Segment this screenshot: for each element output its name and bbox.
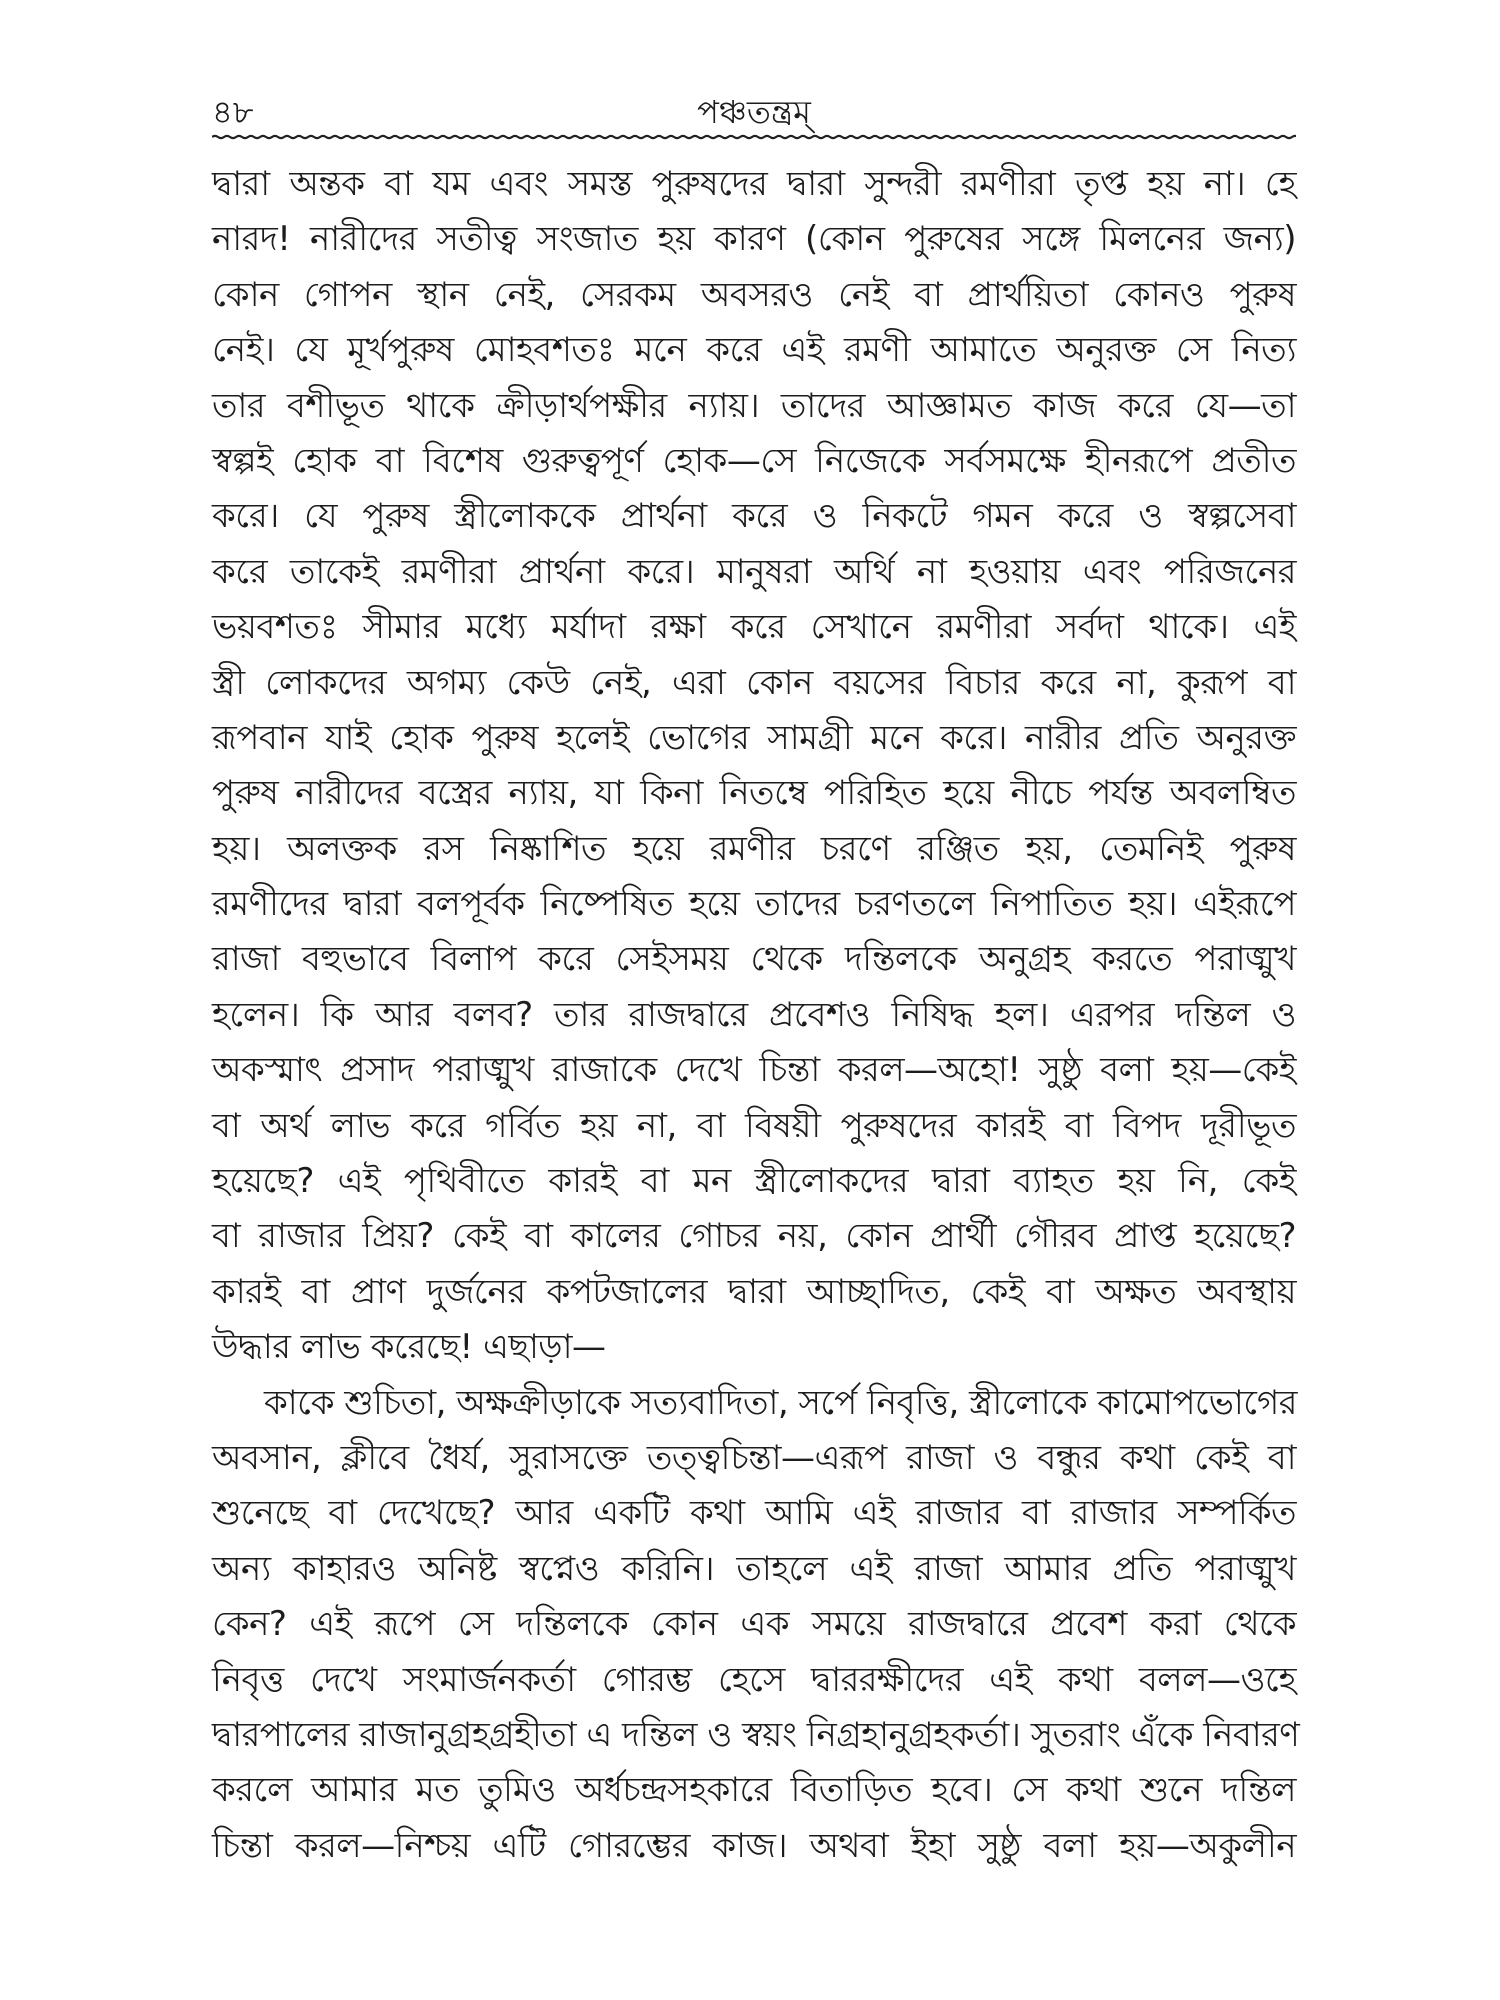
text-line: নিবৃত্ত দেখে সংমার্জনকর্তা গোরম্ভ হেসে দ্বাররক্ষীদের এই কথা বলল—ওহে <box>212 1659 1296 1700</box>
running-title: পঞ্চতন্ত্রম্ <box>697 93 811 131</box>
text-line: নারদ! নারীদের সতীত্ব সংজাত হয় কারণ (কোন পুরুষের সঙ্গে মিলনের জন্য) <box>212 219 1296 260</box>
text-line: কেন? এই রূপে সে দন্তিলকে কোন এক সময়ে রাজদ্বারে প্রবেশ করা থেকে <box>212 1604 1296 1645</box>
text-line: ভয়বশতঃ সীমার মধ্যে মর্যাদা রক্ষা করে সেখানে রমণীরা সর্বদা থাকে। এই <box>212 607 1296 648</box>
text-line: অন্য কাহারও অনিষ্ট স্বপ্নেও করিনি। তাহলে এই রাজা আমার প্রতি পরাঙ্মুখ <box>212 1548 1296 1589</box>
text-line: বা রাজার প্রিয়? কেই বা কালের গোচর নয়, কোন প্রার্থী গৌরব প্রাপ্ত হয়েছে? <box>212 1216 1296 1257</box>
text-line-indented: কাকে শুচিতা, অক্ষক্রীড়াকে সত্যবাদিতা, সর্পে নিবৃত্তি, স্ত্রীলোকে কামোপভোগের <box>264 1382 1297 1423</box>
text-line: শুনেছে বা দেখেছে? আর একটি কথা আমি এই রাজার বা রাজার সম্পর্কিত <box>212 1493 1296 1534</box>
text-line: করে তাকেই রমণীরা প্রার্থনা করে। মানুষরা অর্থি না হওয়ায় এবং পরিজনের <box>212 551 1296 592</box>
text-line: রূপবান যাই হোক পুরুষ হলেই ভোগের সামগ্রী মনে করে। নারীর প্রতি অনুরক্ত <box>212 717 1296 758</box>
page-number: ৪৮ <box>212 93 254 131</box>
text-line: করে। যে পুরুষ স্ত্রীলোককে প্রার্থনা করে ও নিকটে গমন করে ও স্বল্পসেবা <box>212 496 1296 537</box>
text-line: রমণীদের দ্বারা বলপূর্বক নিষ্পেষিত হয়ে তাদের চরণতলে নিপাতিত হয়। এইরূপে <box>212 884 1296 925</box>
text-line: নেই। যে মূর্খপুরুষ মোহবশতঃ মনে করে এই রমণী আমাতে অনুরক্ত সে নিত্য <box>212 330 1296 371</box>
header-wavy-rule <box>212 132 1296 142</box>
text-line: কোন গোপন স্থান নেই, সেরকম অবসরও নেই বা প্রার্থয়িতা কোনও পুরুষ <box>212 274 1296 315</box>
text-line: হয়েছে? এই পৃথিবীতে কারই বা মন স্ত্রীলোকদের দ্বারা ব্যাহত হয় নি, কেই <box>212 1161 1296 1202</box>
text-line: উদ্ধার লাভ করেছে! এছাড়া— <box>212 1327 606 1368</box>
text-line: বা অর্থ লাভ করে গর্বিত হয় না, বা বিষয়ী পুরুষদের কারই বা বিপদ দূরীভূত <box>212 1105 1296 1146</box>
text-line: রাজা বহুভাবে বিলাপ করে সেইসময় থেকে দন্তিলকে অনুগ্রহ করতে পরাঙ্মুখ <box>212 939 1296 980</box>
text-line: পুরুষ নারীদের বস্ত্রের ন্যায়, যা কিনা নিতম্বে পরিহিত হয়ে নীচে পর্যন্ত অবলম্বিত <box>212 773 1296 814</box>
text-line: হয়। অলক্তক রস নিষ্কাশিত হয়ে রমণীর চরণে রঞ্জিত হয়, তেমনিই পুরুষ <box>212 828 1296 869</box>
text-line: অকস্মাৎ প্রসাদ পরাঙ্মুখ রাজাকে দেখে চিন্তা করল—অহো! সুষ্ঠু বলা হয়—কেই <box>212 1050 1296 1091</box>
text-line: দ্বারা অন্তক বা যম এবং সমস্ত পুরুষদের দ্বারা সুন্দরী রমণীরা তৃপ্ত হয় না। হে <box>212 164 1296 204</box>
text-line: দ্বারপালের রাজানুগ্রহগ্রহীতা এ দন্তিল ও স্বয়ং নিগ্রহানুগ্রহকর্তা। সুতরাং এঁকে নিবারণ <box>212 1714 1300 1755</box>
text-line: হলেন। কি আর বলব? তার রাজদ্বারে প্রবেশও নিষিদ্ধ হল। এরপর দন্তিল ও <box>212 994 1296 1035</box>
text-line: স্বল্পই হোক বা বিশেষ গুরুত্বপূর্ণ হোক—সে নিজেকে সর্বসমক্ষে হীনরূপে প্রতীত <box>212 440 1296 481</box>
text-line: চিন্তা করল—নিশ্চয় এটি গোরম্ভের কাজ। অথবা ইহা সুষ্ঠু বলা হয়—অকুলীন <box>212 1825 1296 1866</box>
text-line: তার বশীভূত থাকে ক্রীড়ার্থপক্ষীর ন্যায়। তাদের আজ্ঞামত কাজ করে যে—তা <box>212 385 1296 426</box>
text-line: করলে আমার মত তুমিও অর্ধচন্দ্রসহকারে বিতাড়িত হবে। সে কথা শুনে দন্তিল <box>212 1770 1296 1811</box>
text-line: অবসান, ক্লীবে ধৈর্য, সুরাসক্তে তত্ত্বচিন্তা—এরূপ রাজা ও বন্ধুর কথা কেই বা <box>212 1437 1296 1478</box>
text-line: স্ত্রী লোকদের অগম্য কেউ নেই, এরা কোন বয়সের বিচার করে না, কুরূপ বা <box>212 662 1296 703</box>
text-line: কারই বা প্রাণ দুর্জনের কপটজালের দ্বারা আচ্ছাদিত, কেই বা অক্ষত অবস্থায় <box>212 1271 1296 1312</box>
body-text <box>212 157 1300 1874</box>
